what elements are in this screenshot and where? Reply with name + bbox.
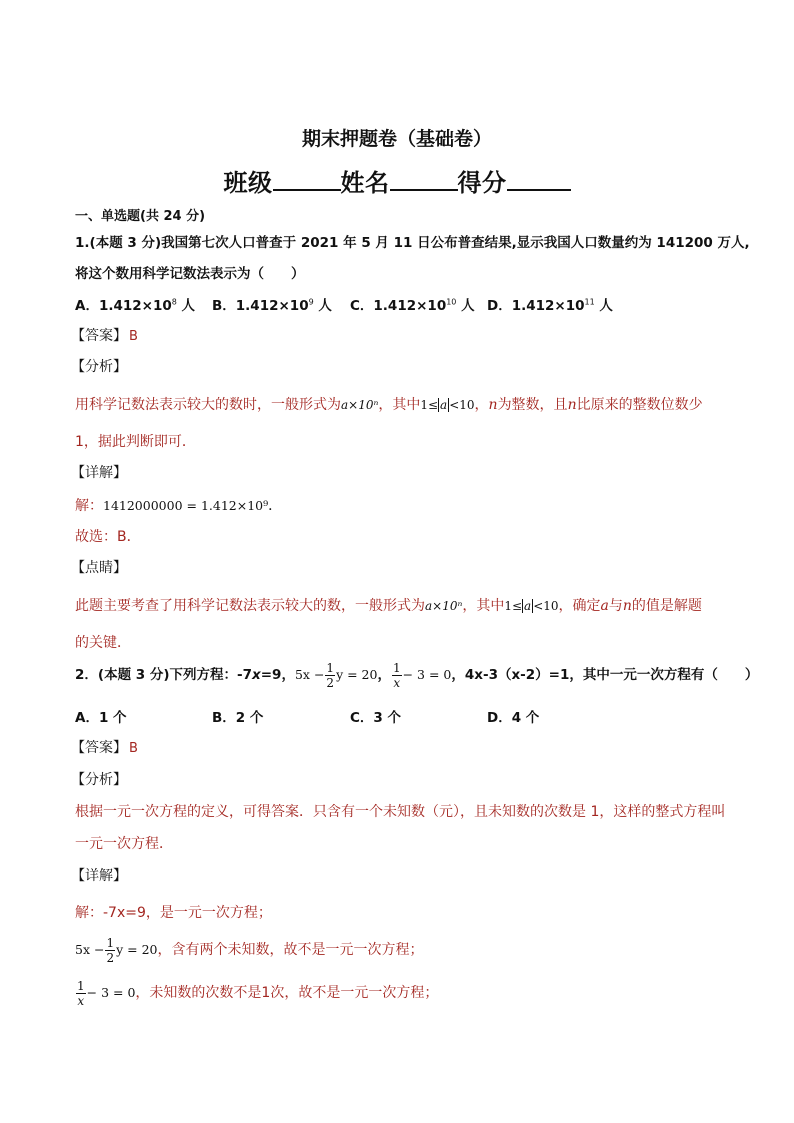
- q1-option-a[interactable]: A．$1.412\times 10^8$ 人: [75, 297, 196, 314]
- section-heading: 一、单选题(共 24 分): [75, 209, 206, 224]
- q2-analysis-line2: 一元一次方程．: [75, 836, 173, 852]
- q2-option-d[interactable]: D．4 个: [487, 710, 540, 726]
- score-label: 得分: [457, 169, 507, 197]
- q1-analysis-line1: 用科学记数法表示较大的数时，一般形式为a×10ⁿ，其中1≤ a <10，n为整数，且n比原来的整数位数少: [75, 397, 703, 413]
- q2-detail-line1: 解：-7x=9，是一元一次方程；: [75, 905, 272, 921]
- q1-option-c[interactable]: C．$1.412\times 10^{10}$ 人: [350, 297, 475, 314]
- student-info-line: [0, 163, 794, 198]
- q2-answer: 【答案】 B: [71, 740, 138, 756]
- q1-choose: 故选：B．: [75, 529, 141, 545]
- q1-option-d[interactable]: D．$1.412\times 10^{11}$ 人: [487, 297, 613, 314]
- class-blank[interactable]: [273, 187, 341, 191]
- q1-stem-line1: 1.(本题 3 分)我国第七次人口普查于 2021 年 5 月 11 日公布普查结果,显示我国人口数量约为 141200 万人,: [75, 235, 750, 251]
- class-label: 班级: [223, 169, 273, 197]
- score-blank[interactable]: [507, 187, 571, 191]
- q1-answer-value: B: [129, 329, 138, 344]
- name-blank[interactable]: [390, 187, 458, 191]
- page-title: 期末押题卷（基础卷）: [301, 128, 492, 150]
- name-label: 姓名: [340, 169, 390, 197]
- q1-detail-tag: 【详解】: [71, 465, 127, 481]
- q2-option-c[interactable]: C．3 个: [350, 710, 402, 726]
- q2-analysis-line1: 根据一元一次方程的定义，可得答案．只含有一个未知数（元），且未知数的次数是 1，这样的整式方程叫: [75, 804, 726, 820]
- q2-eq3: $\frac{1}{x}$ − 3 = 0: [392, 661, 452, 690]
- q1-comment-tag: 【点睛】: [71, 560, 127, 576]
- q1-option-b[interactable]: B．$1.412\times 10^9$ 人: [212, 297, 332, 314]
- q2-stem: 2．(本题 3 分)下列方程：-7x=9，5x − $\frac{1}{2}$ y = 20， $\frac{1}{x}$ − 3 = 0，4x-3（x-2）=1，其中一元一次方程有（ ）: [75, 661, 759, 690]
- q2-analysis-tag: 【分析】: [71, 772, 127, 788]
- q1-stem-line2: 将这个数用科学记数法表示为（ ）: [75, 266, 305, 282]
- q1-comment-line2: 的关键．: [75, 635, 131, 651]
- q1-analysis-line2: 1，据此判断即可．: [75, 434, 196, 450]
- q2-detail-line2: 5x − $\frac{1}{2}$ y = 20，含有两个未知数，故不是一元一次方程；: [75, 936, 424, 965]
- q2-eq2: 5x − $\frac{1}{2}$ y = 20: [294, 661, 378, 690]
- q2-option-b[interactable]: B．2 个: [212, 710, 264, 726]
- q2-detail-line3: $\frac{1}{x}$ − 3 = 0，未知数的次数不是1次，故不是一元一次方程；: [77, 979, 439, 1008]
- q2-option-a[interactable]: A．1 个: [75, 710, 127, 726]
- q1-analysis-tag: 【分析】: [71, 359, 127, 375]
- q1-detail-line: 解：1412000000 = 1.412×10⁹．: [75, 498, 283, 514]
- q2-detail-tag: 【详解】: [71, 868, 127, 884]
- q1-comment-line1: 此题主要考查了用科学记数法表示较大的数，一般形式为a×10ⁿ，其中1≤ a <10，确定a与n的值是解题: [75, 598, 702, 614]
- q1-answer: 【答案】 B: [71, 328, 138, 344]
- q2-answer-value: B: [129, 741, 138, 756]
